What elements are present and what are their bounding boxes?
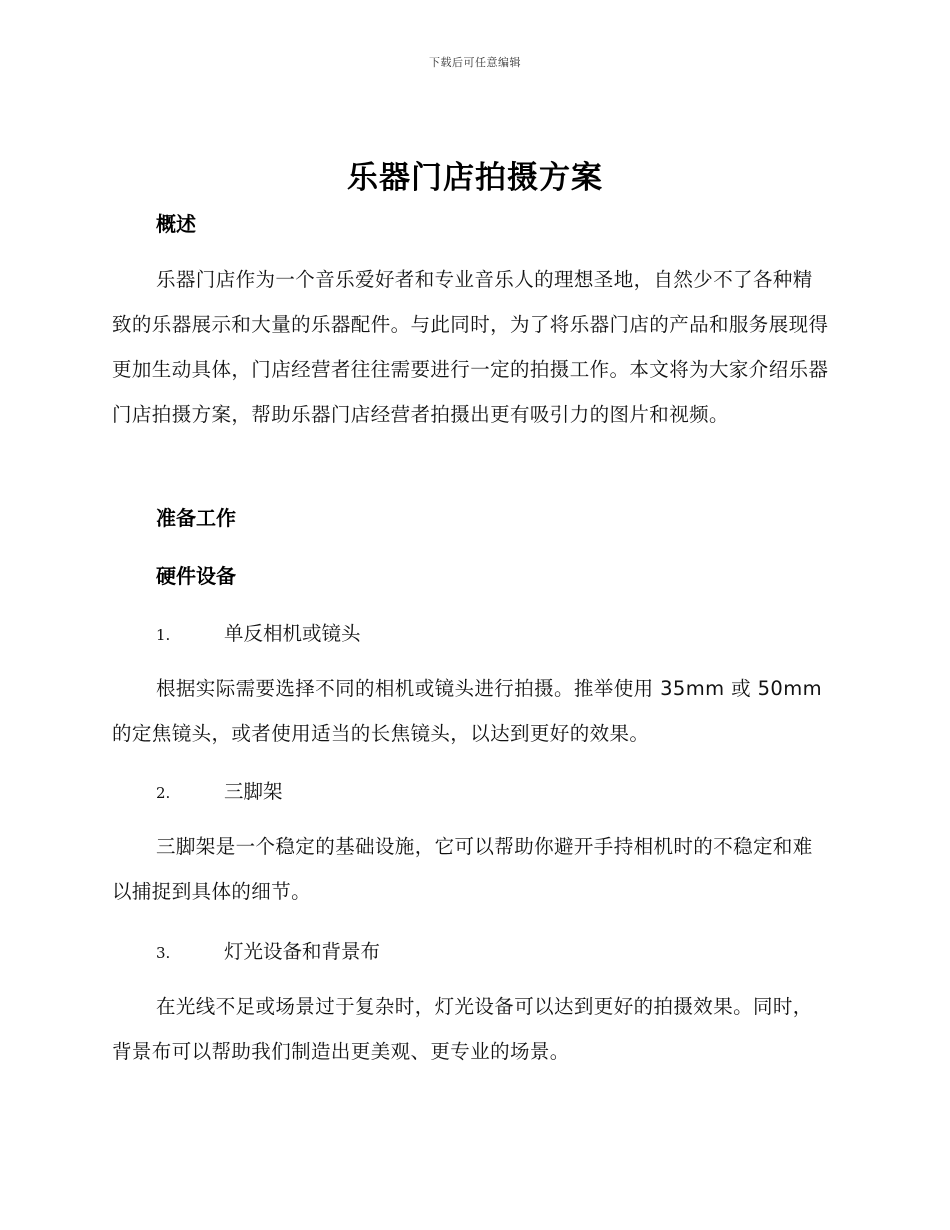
list-item: [156, 776, 283, 804]
prep-heading: 准备工作: [156, 506, 236, 530]
document-title: 乐器门店拍摄方案: [347, 160, 603, 196]
list-item-number: 1.: [156, 626, 171, 644]
header-note: 下载后可任意编辑: [429, 56, 521, 69]
list-item: [156, 936, 380, 964]
list-item-label: 灯光设备和背景布: [224, 940, 381, 963]
list-item-paragraph: 三脚架是一个稳定的基础设施，它可以帮助你避开手持相机时的不稳定和难以捕捉到具体的细节。: [112, 835, 813, 903]
overview-heading: 概述: [156, 212, 196, 236]
list-item-paragraph: 在光线不足或场景过于复杂时，灯光设备可以达到更好的拍摄效果。同时，背景布可以帮助我们制造出更美观、更专业的场景。: [112, 995, 813, 1063]
list-item-number: 3.: [156, 944, 171, 962]
list-item-label: 三脚架: [224, 780, 283, 803]
hardware-heading: 硬件设备: [156, 564, 236, 588]
list-item-paragraph: 根据实际需要选择不同的相机或镜头进行拍摄。推举使用 35mm 或 50mm 的定焦镜头，或者使用适当的长焦镜头，以达到更好的效果。: [112, 677, 823, 745]
list-item-label: 单反相机或镜头: [224, 622, 361, 645]
overview-paragraph: 乐器门店作为一个音乐爱好者和专业音乐人的理想圣地，自然少不了各种精致的乐器展示和大量的乐器配件。与此同时，为了将乐器门店的产品和服务展现得更加生动具体，门店经营者往往需要进行一定的拍摄工作。本文将为大家介绍乐器门店拍摄方案，帮助乐器门店经营者拍摄出更有吸引力的图片和视频。: [112, 268, 829, 426]
list-item-number: 2.: [156, 784, 171, 802]
list-item: [156, 618, 361, 646]
